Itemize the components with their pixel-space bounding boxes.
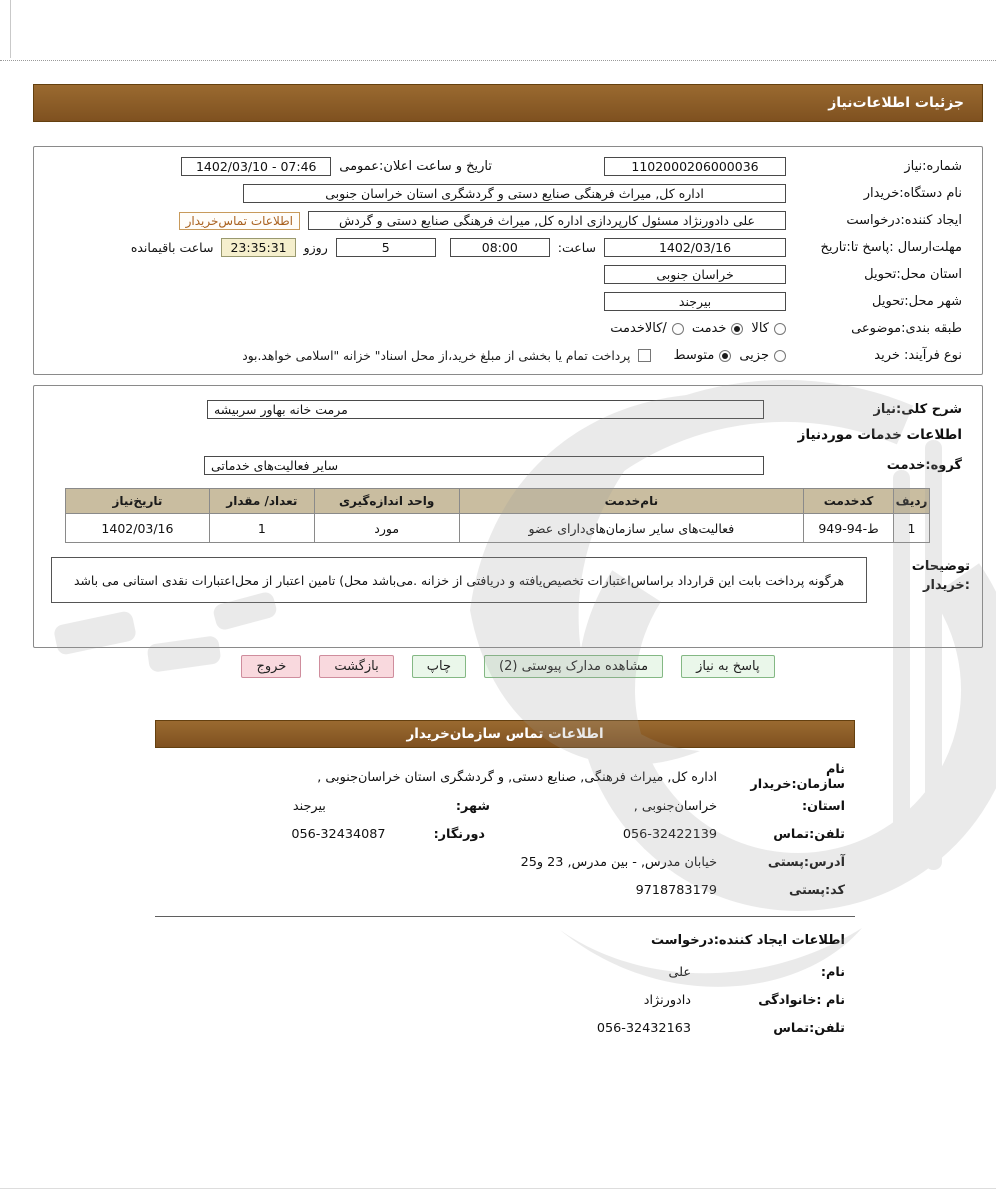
province-label: استان: <box>801 798 845 814</box>
need-description-row <box>34 394 982 424</box>
days-label: روزو <box>303 240 328 255</box>
need-info-panel <box>33 146 983 375</box>
top-dotted-divider <box>0 60 996 61</box>
treasury-payment-note: پرداخت تمام یا بخشی از مبلغ خرید،از محل اسناد" خزانه "اسلامی خواهد.بود <box>242 348 631 363</box>
services-table-header <box>66 489 930 514</box>
col-need-date: تاریخ‌نیاز <box>66 489 210 514</box>
subject-category-label: طبقه بندی:موضوعی <box>851 321 962 336</box>
delivery-city-field: بیرجند <box>604 292 786 311</box>
radio-option-service[interactable] <box>692 321 744 336</box>
province-value: خراسان‌جنوبی , <box>633 798 717 814</box>
fax-label: دورنگار: <box>433 826 485 842</box>
radio-label: خدمت <box>691 321 727 336</box>
address-label: آدرس:پستی <box>767 854 845 870</box>
top-left-line <box>10 0 11 58</box>
reply-deadline-row <box>34 234 982 261</box>
treasury-payment-checkbox[interactable] <box>638 349 651 362</box>
buyer-org-label: نام دستگاه:خریدار <box>863 186 962 201</box>
postal-code-row <box>155 876 855 904</box>
announce-datetime-label: تاریخ و ساعت اعلان:عمومی <box>339 159 492 174</box>
buyer-notes-field: هرگونه پرداخت بابت این قرارداد براساس‌اعتبارات تخصیص‌یافته و دریافتی از خزانه .می‌باشد محل) تامین اعتبار از محل‌اعتبارات نقدی استانی می باشد <box>51 557 867 603</box>
deadline-hour-label: ساعت: <box>557 240 596 255</box>
buyer-org-row <box>34 180 982 207</box>
address-value: خیابان مدرس, - بین مدرس, 23 و25 <box>520 854 717 870</box>
phone-fax-row <box>155 820 855 848</box>
creator-last-name-label: نام :خانوادگی <box>758 992 845 1008</box>
request-creator-row <box>34 207 982 234</box>
postal-code-label: کد:پستی <box>789 882 845 898</box>
fax-value: 056-32434087 <box>291 826 386 842</box>
table-row <box>66 514 930 543</box>
action-buttons-bar <box>33 655 983 678</box>
col-unit: واحد اندازه‌گیری <box>314 489 459 514</box>
creator-first-name-label: نام: <box>820 964 845 980</box>
days-remaining-field: 5 <box>336 238 436 257</box>
delivery-city-label: شهر محل:تحویل <box>872 294 962 309</box>
creator-last-name-value: دادورنژاد <box>643 992 691 1008</box>
col-row-number: ردیف <box>894 489 930 514</box>
exit-button[interactable]: خروج <box>241 655 301 678</box>
process-type-row <box>34 342 982 369</box>
cell-row-number: 1 <box>894 514 930 543</box>
radio-icon[interactable] <box>672 323 684 335</box>
print-button[interactable]: چاپ <box>412 655 466 678</box>
postal-code-value: 9718783179 <box>635 882 717 898</box>
need-number-field: 1102000206000036 <box>604 157 786 176</box>
phone-value: 056-32422139 <box>622 826 717 842</box>
radio-option-goods[interactable] <box>751 321 786 336</box>
buyer-org-field: اداره کل, میراث فرهنگی صنایع دستی و گردشگری استان خراسان جنوبی <box>243 184 786 203</box>
process-type-label: نوع فرآیند: خرید <box>874 348 962 363</box>
tab-need-details[interactable]: جزئیات اطلاعات‌نیاز <box>828 95 964 111</box>
radio-icon[interactable] <box>774 350 786 362</box>
radio-selected-icon[interactable] <box>731 323 743 335</box>
cell-service-name: فعالیت‌های سایر سازمان‌های‌دارای عضو <box>459 514 803 543</box>
creator-phone-value: 056-32432163 <box>596 1020 691 1036</box>
cell-quantity: 1 <box>209 514 314 543</box>
buyer-contact-bar-title: اطلاعات تماس سازمان‌خریدار <box>406 726 604 742</box>
address-row <box>155 848 855 876</box>
cell-need-date: 1402/03/16 <box>66 514 210 543</box>
need-description-field: مرمت خانه بهاور سربیشه <box>207 400 764 419</box>
city-pair <box>293 799 490 814</box>
radio-label: جزیی <box>739 348 769 363</box>
back-button[interactable]: بازگشت <box>319 655 393 678</box>
cell-unit: مورد <box>314 514 459 543</box>
service-group-field: سایر فعالیت‌های خدماتی <box>204 456 764 475</box>
radio-label: /کالاخدمت <box>610 321 667 336</box>
creator-phone-row <box>155 1014 855 1042</box>
buyer-contact-bar <box>155 720 855 748</box>
radio-label: متوسط <box>673 348 715 363</box>
subject-category-row <box>34 315 982 342</box>
delivery-province-label: استان محل:تحویل <box>864 267 962 282</box>
col-service-name: نام‌خدمت <box>459 489 803 514</box>
request-creator-heading: اطلاعات ایجاد کننده:درخواست <box>651 933 845 948</box>
radio-selected-icon[interactable] <box>719 350 731 362</box>
city-value: بیرجند <box>292 798 326 814</box>
request-creator-field: علی دادورنژاد مسئول کارپردازی اداره کل, میراث فرهنگی صنایع دستی و گردش <box>308 211 786 230</box>
service-group-label: گروه:خدمت <box>886 457 962 473</box>
need-description-label: شرح کلی:نیاز <box>873 401 962 417</box>
org-name-label: نام سازمان:خریدار <box>750 762 845 792</box>
col-quantity: تعداد/ مقدار <box>209 489 314 514</box>
request-creator-label: ایجاد کننده:درخواست <box>846 213 962 228</box>
radio-option-medium[interactable] <box>673 348 731 363</box>
buyer-notes-row <box>34 553 982 603</box>
countdown-timer: 23:35:31 <box>221 238 295 257</box>
radio-option-minor[interactable] <box>739 348 786 363</box>
buyer-contact-link[interactable]: اطلاعات تماس‌خریدار <box>179 212 300 230</box>
buyer-notes-label: توضیحات :خریدار <box>911 559 970 593</box>
fax-pair <box>291 827 485 842</box>
required-services-heading: اطلاعات خدمات موردنیاز <box>797 427 962 443</box>
radio-icon[interactable] <box>774 323 786 335</box>
org-name-value: اداره کل, میراث فرهنگی, صنایع دستی, و گردشگری استان خراسان‌جنوبی , <box>317 769 717 785</box>
creator-last-name-row <box>155 986 855 1014</box>
delivery-city-row <box>34 288 982 315</box>
reply-to-need-button[interactable]: پاسخ به نیاز <box>681 655 775 678</box>
creator-first-name-row <box>155 958 855 986</box>
announce-datetime-field: 1402/03/10 - 07:46 <box>181 157 331 176</box>
need-number-label: شماره:نیاز <box>904 159 962 174</box>
org-name-row <box>155 762 855 792</box>
need-description-panel <box>33 385 983 648</box>
radio-option-goods-service[interactable] <box>610 321 684 336</box>
delivery-province-row <box>34 261 982 288</box>
reply-deadline-label: مهلت‌ارسال :پاسخ تا:تاریخ <box>820 240 962 255</box>
deadline-time-field: 08:00 <box>450 238 550 257</box>
delivery-province-field: خراسان جنوبی <box>604 265 786 284</box>
bottom-divider <box>0 1188 996 1189</box>
phone-label: تلفن:تماس <box>773 826 845 842</box>
creator-phone-label: تلفن:تماس <box>773 1020 845 1036</box>
radio-label: کالا <box>751 321 769 336</box>
view-attachments-button[interactable]: مشاهده مدارک پیوستی (2) <box>484 655 663 678</box>
buyer-contact-section <box>155 762 855 1042</box>
services-table <box>65 488 930 543</box>
deadline-date-field: 1402/03/16 <box>604 238 786 257</box>
tabs-bar <box>33 84 983 122</box>
service-group-row <box>34 450 982 480</box>
creator-first-name-value: علی <box>668 964 691 980</box>
cell-service-code: ط-94-949 <box>804 514 894 543</box>
col-service-code: کدخدمت <box>804 489 894 514</box>
hours-remaining-label: ساعت باقیمانده <box>130 240 214 255</box>
city-label: شهر: <box>455 798 490 814</box>
section-divider <box>155 916 855 917</box>
need-number-row <box>34 153 982 180</box>
province-city-row <box>155 792 855 820</box>
